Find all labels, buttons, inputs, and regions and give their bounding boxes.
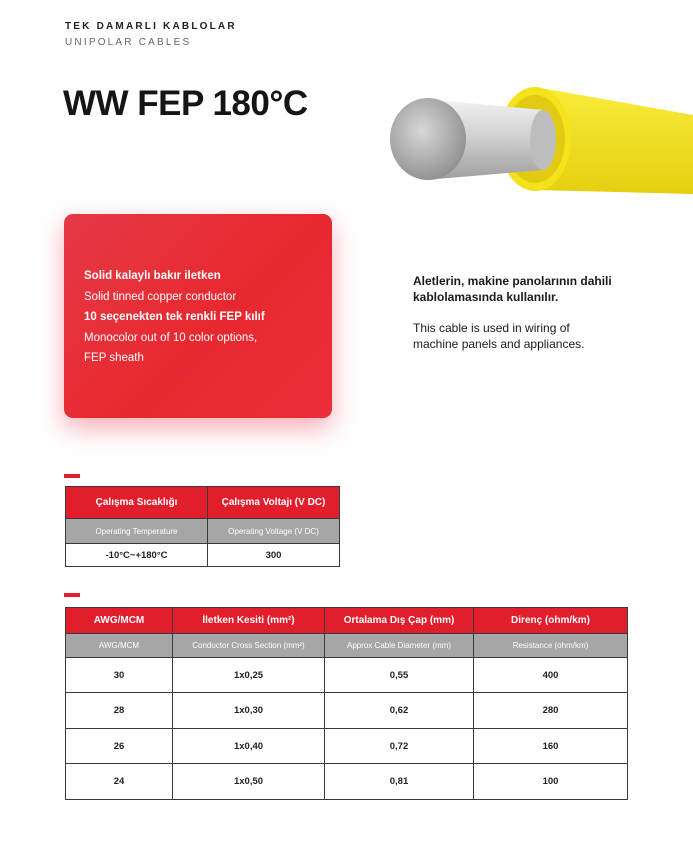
spec-header-tr: Ortalama Dış Çap (mm): [325, 608, 474, 634]
header-title-en: UNIPOLAR CABLES: [65, 37, 192, 48]
rating-header-en: Operating Voltage (V DC): [208, 519, 340, 544]
rating-header-en: Operating Temperature: [66, 519, 208, 544]
spec-cell: 24: [66, 764, 173, 800]
rating-header-tr: Çalışma Sıcaklığı: [66, 487, 208, 519]
spec-header-tr: Direnç (ohm/km): [474, 608, 628, 634]
feature-card: [64, 214, 332, 418]
spec-cell: 0,72: [325, 729, 474, 764]
spec-cell: 160: [474, 729, 628, 764]
spec-cell: 0,55: [325, 658, 474, 693]
cable-illustration-icon: [385, 72, 693, 202]
spec-header-tr: İletken Kesiti (mm²): [173, 608, 325, 634]
usage-description: [413, 273, 653, 352]
feature-line: Monocolor out of 10 color options,: [84, 331, 258, 344]
feature-line: Solid tinned copper conductor: [84, 290, 237, 303]
spec-cell: 30: [66, 658, 173, 693]
usage-tr-line: Aletlerin, makine panolarının dahili: [413, 274, 612, 288]
rating-cell: 300: [208, 544, 340, 567]
spec-header-en: Conductor Cross Section (mm²): [173, 634, 325, 658]
spec-header-tr: AWG/MCM: [66, 608, 173, 634]
spec-cell: 1x0,40: [173, 729, 325, 764]
spec-cell: 280: [474, 693, 628, 729]
spec-cell: 400: [474, 658, 628, 693]
spec-cell: 1x0,50: [173, 764, 325, 800]
spec-cell: 26: [66, 729, 173, 764]
usage-en-line: This cable is used in wiring of: [413, 321, 570, 335]
spec-header-en: Approx Cable Diameter (mm): [325, 634, 474, 658]
spec-header-en: AWG/MCM: [66, 634, 173, 658]
spec-table: [65, 607, 628, 800]
table-row: [66, 764, 628, 800]
spec-cell: 0,62: [325, 693, 474, 729]
rating-cell: -10°C~+180°C: [66, 544, 208, 567]
section-marker: [64, 474, 80, 478]
section-marker: [64, 593, 80, 597]
usage-en: [413, 320, 653, 352]
spec-cell: 1x0,25: [173, 658, 325, 693]
product-title: WW FEP 180°C: [63, 84, 308, 123]
spec-cell: 0,81: [325, 764, 474, 800]
spec-cell: 28: [66, 693, 173, 729]
spec-cell: 1x0,30: [173, 693, 325, 729]
header-title-tr: TEK DAMARLI KABLOLAR: [65, 21, 237, 32]
usage-en-line: machine panels and appliances.: [413, 337, 585, 351]
table-row: [66, 693, 628, 729]
table-row: [66, 729, 628, 764]
rating-table: [65, 486, 340, 567]
spec-cell: 100: [474, 764, 628, 800]
feature-line: 10 seçenekten tek renkli FEP kılıf: [84, 311, 265, 323]
rating-header-tr: Çalışma Voltajı (V DC): [208, 487, 340, 519]
spec-header-en: Resistance (ohm/km): [474, 634, 628, 658]
usage-tr-line: kablolamasında kullanılır.: [413, 290, 559, 304]
table-row: [66, 658, 628, 693]
usage-tr: [413, 273, 653, 305]
feature-line: Solid kalaylı bakır iletken: [84, 270, 221, 282]
feature-line: FEP sheath: [84, 352, 144, 364]
